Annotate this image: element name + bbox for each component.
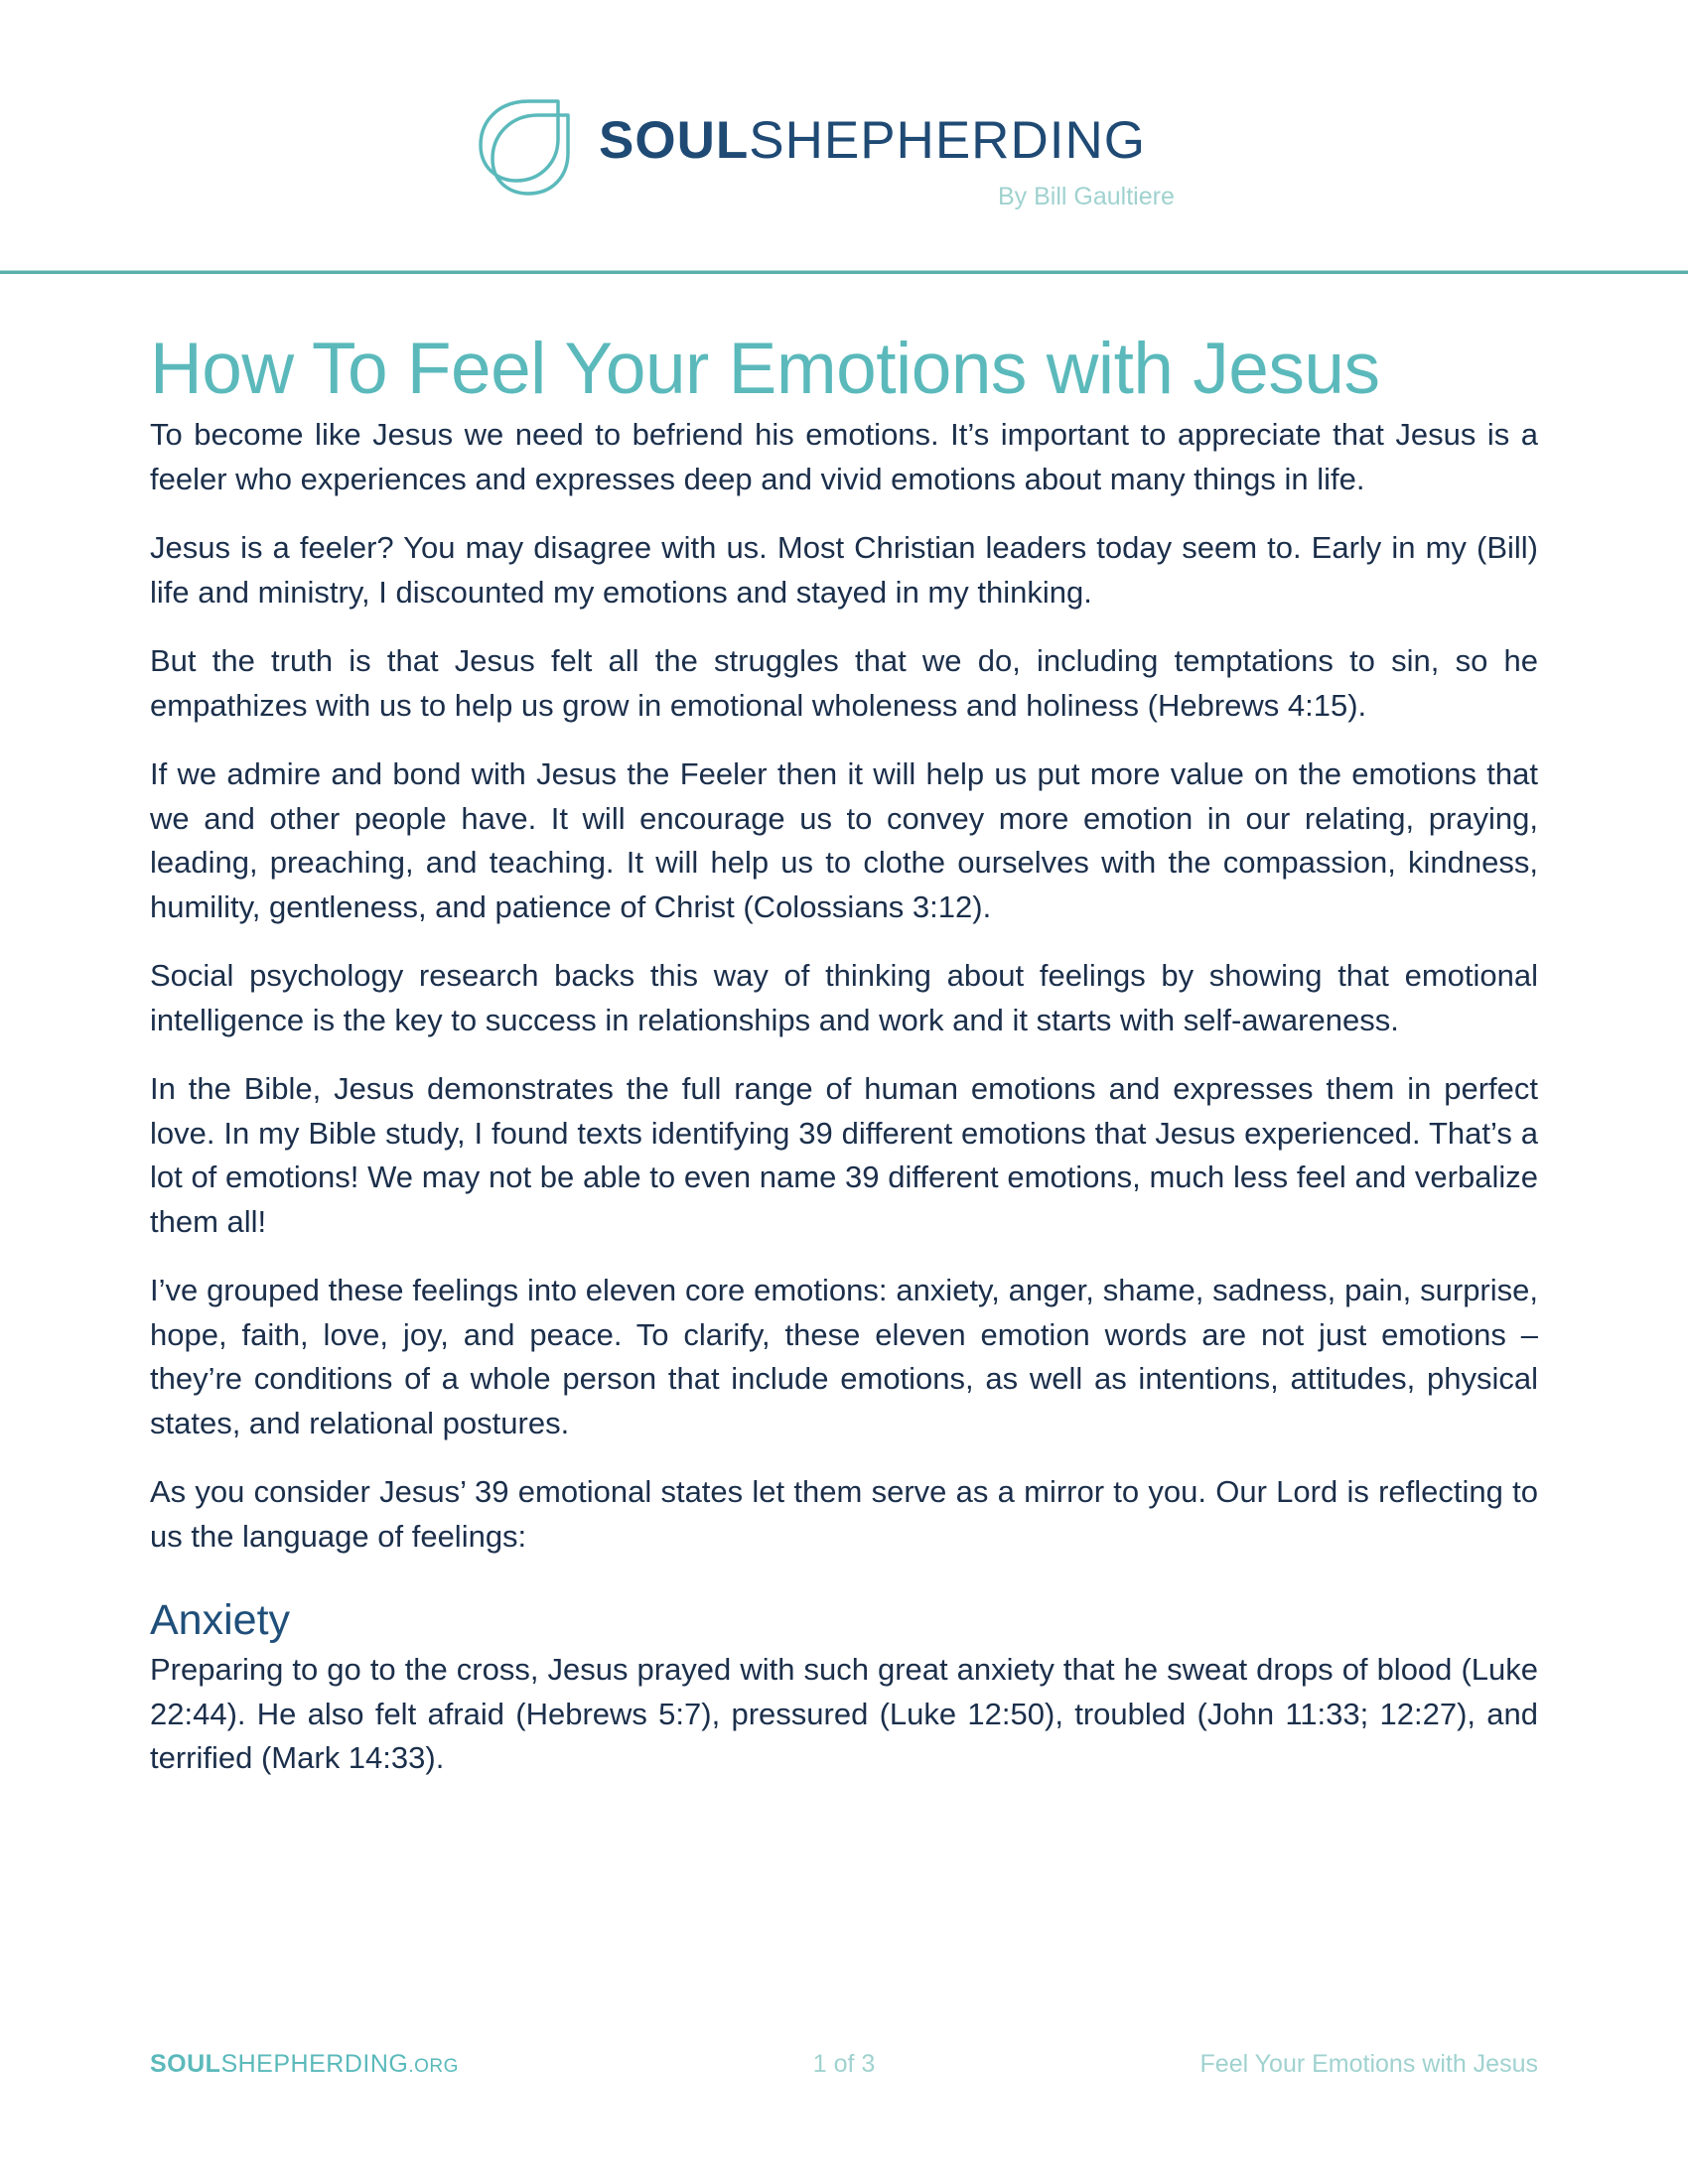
header-divider — [0, 270, 1688, 274]
footer-document-title: Feel Your Emotions with Jesus — [1199, 2050, 1538, 2078]
brand-name-bold: SOUL — [599, 111, 750, 170]
page-indicator: 1 of 3 — [812, 2050, 876, 2078]
page-footer — [150, 2046, 1538, 2082]
paragraph: Social psychology research backs this way of thinking about feelings by showing that emotional intelligence is the key to success in relationships and work and it starts with self-awareness. — [150, 958, 1538, 1037]
footer-site-tld: .ORG — [408, 2056, 459, 2077]
document-body — [150, 320, 1538, 1806]
footer-site-bold: SOUL — [150, 2050, 221, 2078]
leaf-drop-icon — [477, 97, 576, 197]
paragraph: Jesus is a feeler? You may disagree with us. Most Christian leaders today seem to. Early in my (Bill) life and ministry, I discounted my emotions and stayed in my thinking. — [150, 530, 1538, 610]
page-header — [0, 0, 1688, 274]
paragraph: In the Bible, Jesus demonstrates the full range of human emotions and expresses them in perfect love. In my Bible study, I found texts identifying 39 different emotions that Jesus experienced. That’s a lot of emotions! We may not be able to even name 39 different emotions, much less feel and verbalize them all! — [150, 1071, 1538, 1239]
footer-site-light: SHEPHERDING — [220, 2050, 409, 2078]
paragraph: To become like Jesus we need to befriend his emotions. It’s important to appreciate that Jesus is a feeler who experiences and expresses deep and vivid emotions about many things in life. — [150, 417, 1538, 496]
section-paragraph-anxiety: Preparing to go to the cross, Jesus prayed with such great anxiety that he sweat drops of blood (Luke 22:44). He also felt afraid (Hebrews 5:7), pressured (Luke 12:50), troubled (John 11:33; 12:27), and terrified (Mark 14:33). — [150, 1652, 1538, 1775]
paragraph: I’ve grouped these feelings into eleven core emotions: anxiety, anger, shame, sadness, pain, surprise, hope, faith, love, joy, and peace. To clarify, these eleven emotion words are not just emotions – they’re conditions of a whole person that include emotions, as well as intentions, attitudes, physical states, and relational postures. — [150, 1273, 1538, 1440]
brand-name-light: SHEPHERDING — [749, 111, 1146, 170]
author-byline: By Bill Gaultiere — [998, 183, 1175, 210]
paragraph: If we admire and bond with Jesus the Feeler then it will help us put more value on the emotions that we and other people have. It will encourage us to convey more emotion in our relating, praying, leading, preaching, and teaching. It will help us to clothe ourselves with the compassion, kindness, humility, gentleness, and patience of Christ (Colossians 3:12). — [150, 756, 1538, 924]
section-heading-anxiety: Anxiety — [150, 1596, 291, 1644]
paragraph: But the truth is that Jesus felt all the struggles that we do, including temptations to sin, so he empathizes with us to help us grow in emotional wholeness and holiness (Hebrews 4:15). — [150, 643, 1538, 723]
paragraph: As you consider Jesus’ 39 emotional states let them serve as a mirror to you. Our Lord is reflecting to us the language of feelings: — [150, 1474, 1538, 1554]
brand-logo-text — [599, 111, 1146, 171]
page-title: How To Feel Your Emotions with Jesus — [150, 329, 1380, 409]
